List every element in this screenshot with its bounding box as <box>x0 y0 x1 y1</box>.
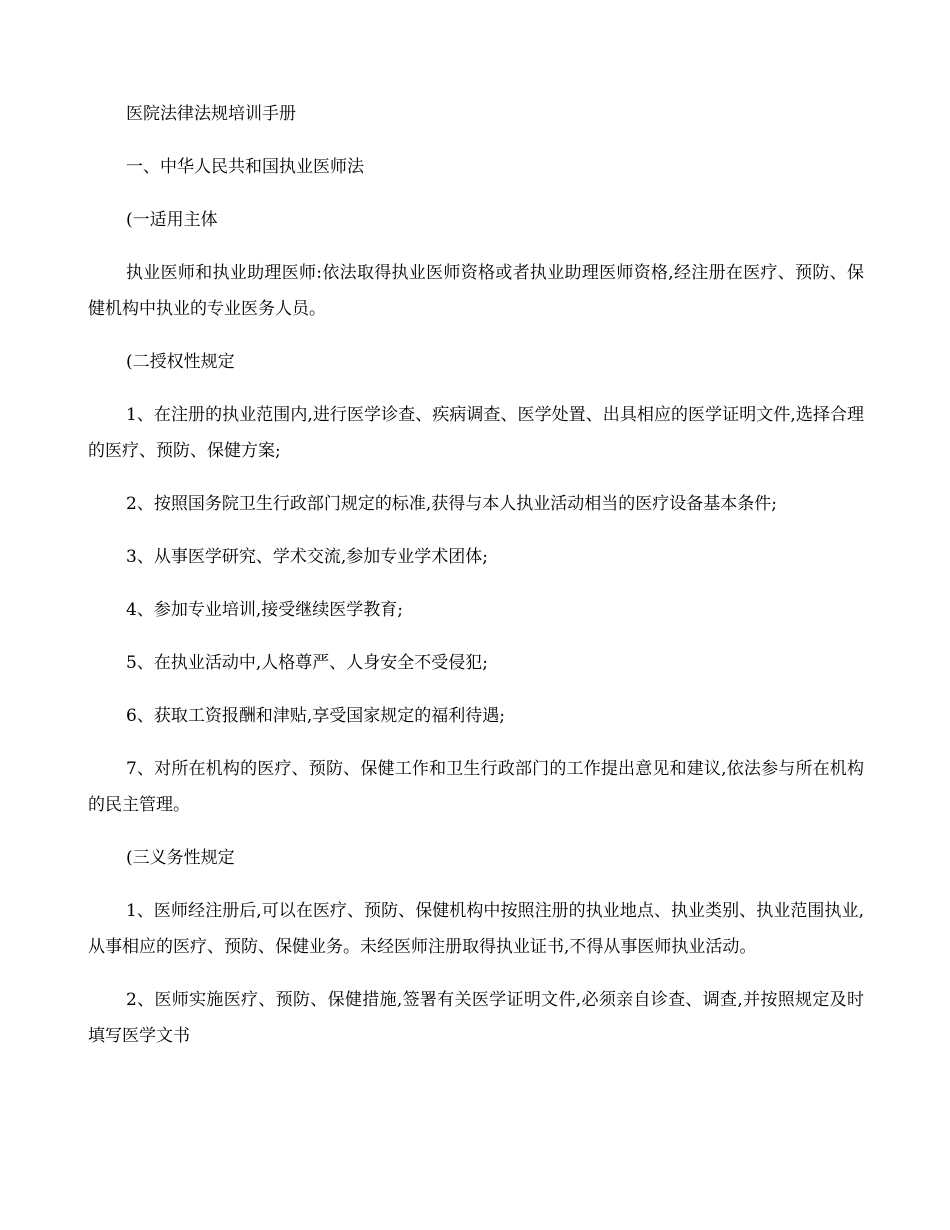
list-item: 2、按照国务院卫生行政部门规定的标准,获得与本人执业活动相当的医疗设备基本条件; <box>126 494 777 514</box>
list-item: 1、在注册的执业范围内,进行医学诊查、疾病调查、医学处置、出具相应的医学证明文件,选择合理的医疗、预防、保健方案; <box>88 405 864 461</box>
list-item: 1、医师经注册后,可以在医疗、预防、保健机构中按照注册的执业地点、执业类别、执业范围执业,从事相应的医疗、预防、保健业务。未经医师注册取得执业证书,不得从事医师执业活动。 <box>88 901 864 957</box>
body-paragraph: 执业医师和执业助理医师:依法取得执业医师资格或者执业助理医师资格,经注册在医疗、预防、保健机构中执业的专业医务人员。 <box>88 263 864 319</box>
list-item: 2、医师实施医疗、预防、保健措施,签署有关医学证明文件,必须亲自诊查、调查,并按照规定及时填写医学文书 <box>88 990 864 1046</box>
subsection-heading-2: (二授权性规定 <box>126 352 235 372</box>
subsection-heading-1: (一适用主体 <box>126 210 218 230</box>
document-title: 医院法律法规培训手册 <box>126 104 296 124</box>
list-item: 3、从事医学研究、学术交流,参加专业学术团体; <box>126 547 488 567</box>
list-item: 7、对所在机构的医疗、预防、保健工作和卫生行政部门的工作提出意见和建议,依法参与所在机构的民主管理。 <box>88 759 864 815</box>
list-item: 5、在执业活动中,人格尊严、人身安全不受侵犯; <box>126 653 488 673</box>
section-heading-1: 一、中华人民共和国执业医师法 <box>126 157 364 177</box>
document-page <box>88 96 864 1071</box>
list-item: 4、参加专业培训,接受继续医学教育; <box>126 600 403 620</box>
list-item: 6、获取工资报酬和津贴,享受国家规定的福利待遇; <box>126 706 505 726</box>
subsection-heading-3: (三义务性规定 <box>126 848 235 868</box>
